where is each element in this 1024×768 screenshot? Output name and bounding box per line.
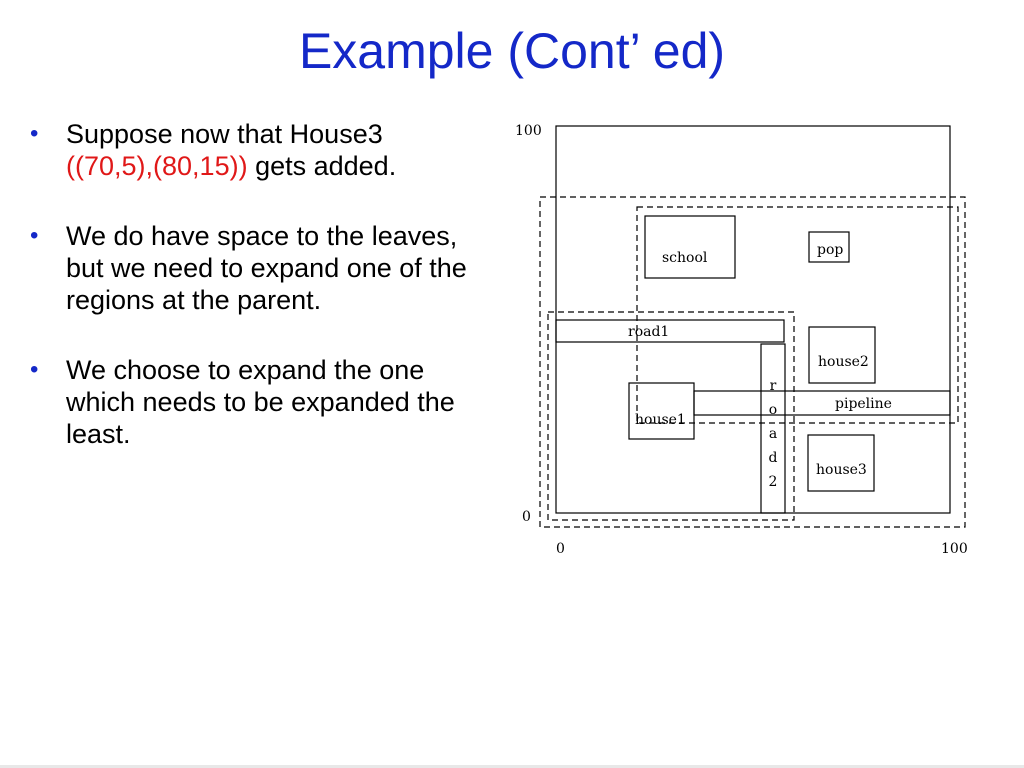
axis-x-left: 0: [556, 541, 565, 557]
root-region: [540, 197, 965, 527]
pop-label: pop: [817, 242, 844, 258]
road1-box: [556, 320, 784, 342]
slide-title: Example (Cont’ ed): [298, 23, 726, 79]
axis-y-top: 100: [515, 123, 542, 139]
bullet-item: [30, 354, 470, 450]
road2-letter: 2: [768, 474, 778, 490]
bullet-dot-icon: •: [30, 222, 39, 249]
bullet-item: [30, 220, 470, 316]
school-box: [645, 216, 735, 278]
pipeline-box: [694, 391, 950, 415]
house1-label: house1: [635, 412, 686, 428]
axis-x-right: 100: [941, 541, 968, 557]
road1-label: road1: [628, 324, 670, 340]
bullet-dot-icon: •: [30, 120, 39, 147]
bullet-dot-icon: •: [30, 356, 39, 383]
road2-letter: r: [769, 378, 777, 394]
house1-box: [629, 383, 694, 439]
bullet-text: We do have space to the leaves, but we need to expand one of the regions at the parent.: [66, 221, 467, 315]
pipeline-label: pipeline: [835, 396, 892, 412]
house3-coordinates: ((70,5),(80,15)): [66, 151, 248, 181]
road2-letter: d: [768, 450, 778, 466]
bullet-text: We choose to expand the one which needs to be expanded the least.: [66, 355, 455, 449]
bullet-text: Suppose now that House3: [66, 119, 383, 149]
road2-letter: a: [768, 426, 778, 442]
house2-label: house2: [818, 354, 869, 370]
road2-letter: o: [768, 402, 778, 418]
house3-label: house3: [816, 462, 867, 478]
rtree-diagram: [510, 115, 980, 560]
school-label: school: [662, 250, 708, 266]
bullet-list: [30, 118, 470, 488]
bullet-item: [30, 118, 470, 182]
bullet-text-suffix: gets added.: [247, 151, 397, 181]
axis-y-bottom: 0: [522, 509, 531, 525]
